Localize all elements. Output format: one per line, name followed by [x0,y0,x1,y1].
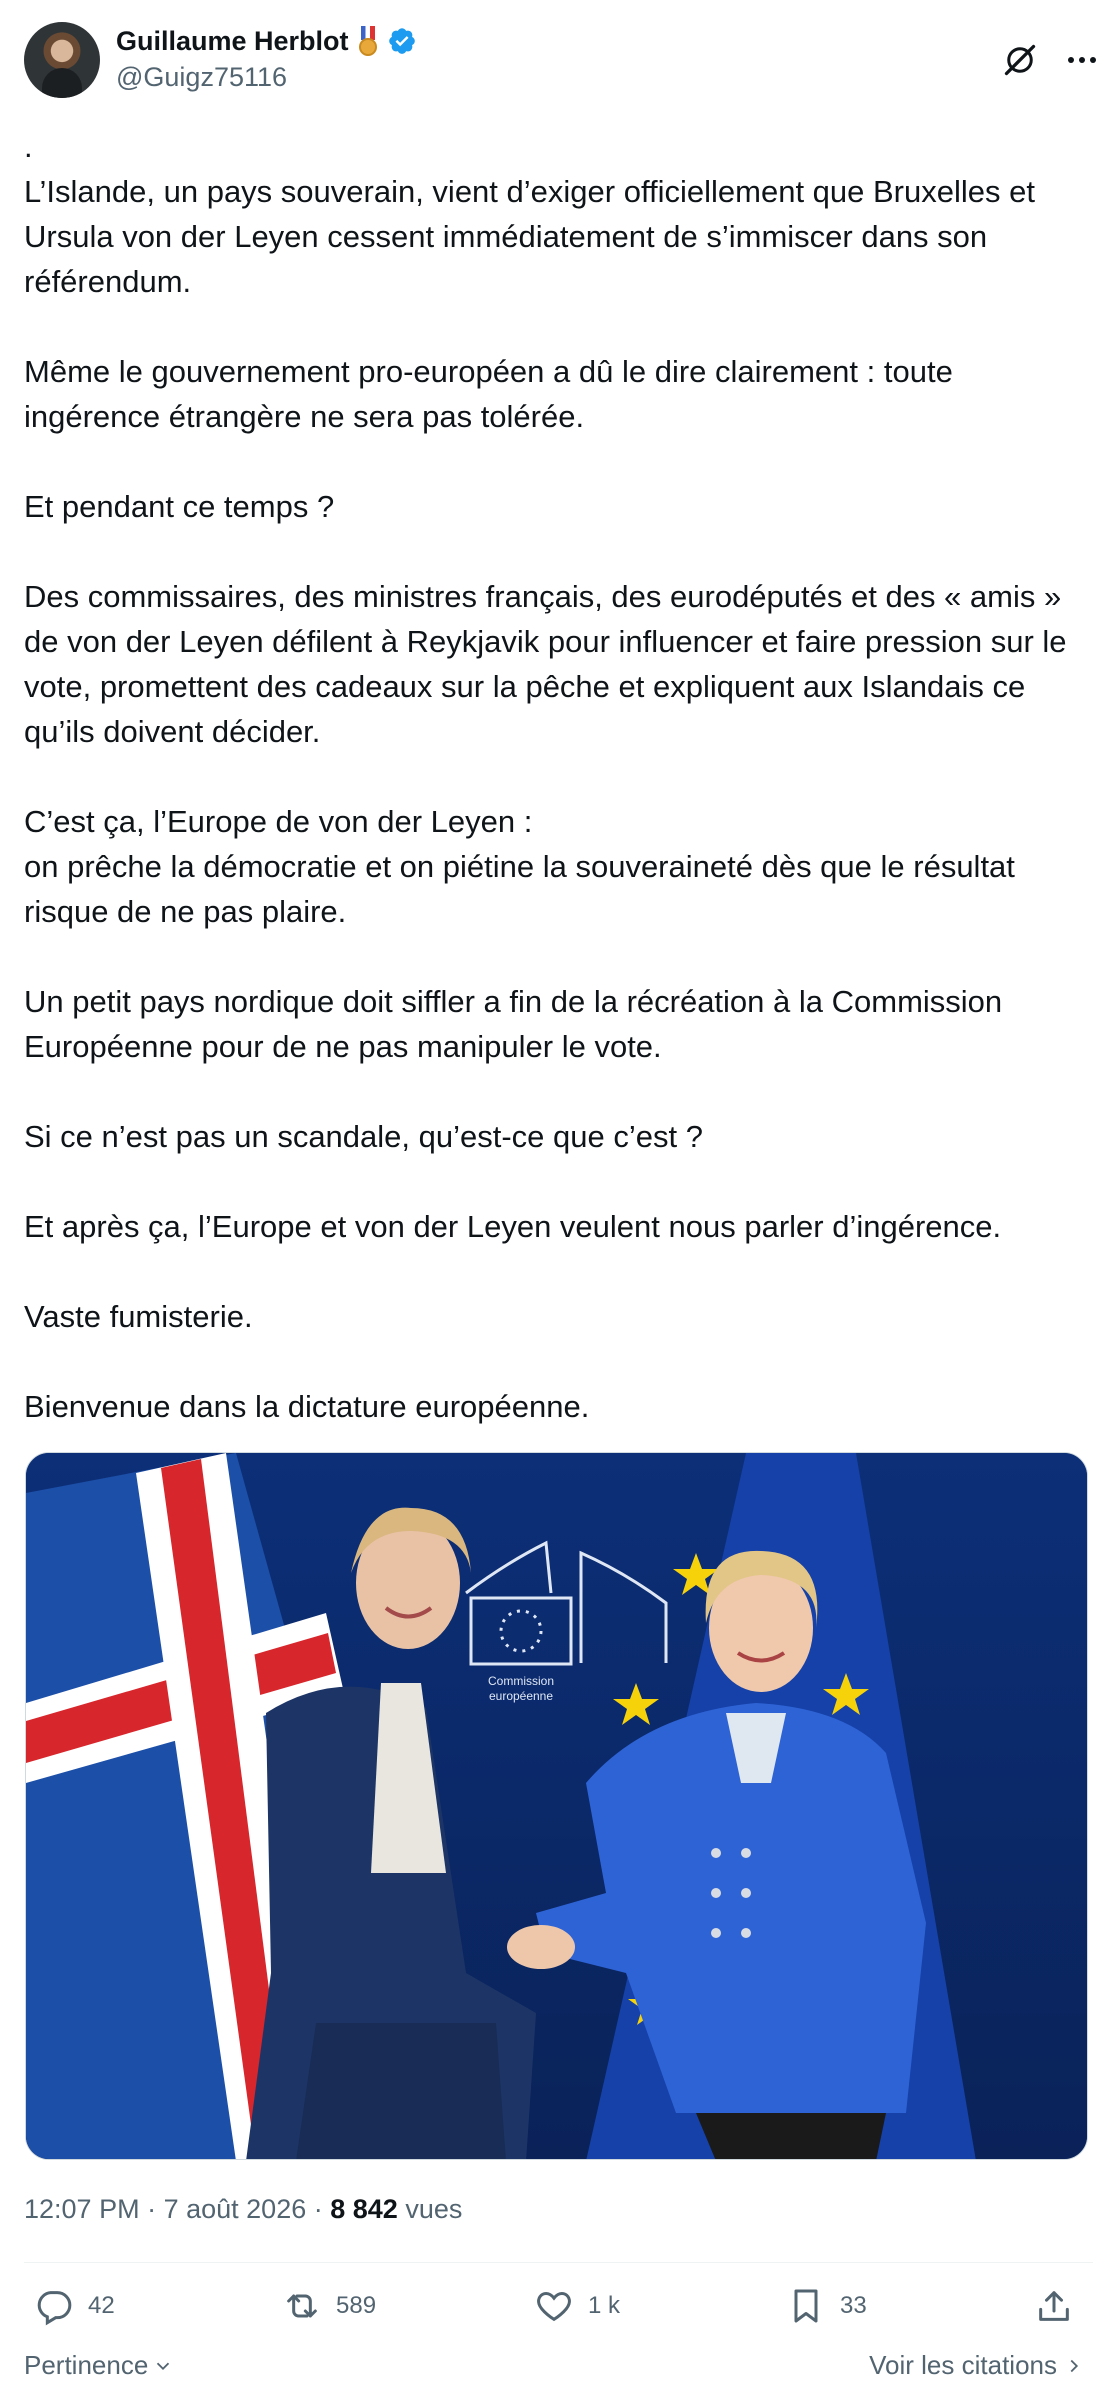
more-options-icon[interactable] [1068,46,1102,74]
author-handle[interactable]: @Guigz75116 [116,62,288,92]
commission-logo-line1: Commission [487,1674,555,1688]
tweet-paragraph: Vaste fumisterie. [24,1299,253,1334]
reply-count: 42 [88,2292,115,2319]
author-display-name[interactable]: Guillaume Herblot [116,25,349,56]
quotes-label: Voir les citations [869,2350,1057,2380]
author-name-row [116,24,417,58]
chevron-down-icon [152,2355,174,2377]
tweet-paragraph: . [24,129,33,164]
like-button[interactable] [534,2280,620,2332]
commission-logo-line2: européenne [488,1689,554,1703]
sort-dropdown[interactable] [24,2350,174,2381]
avatar[interactable] [24,22,100,98]
repost-icon [282,2286,322,2326]
tweet-paragraph: Et pendant ce temps ? [24,489,335,524]
share-icon [1034,2286,1074,2326]
bookmark-count: 33 [840,2292,867,2319]
repost-button[interactable] [282,2280,376,2332]
action-bar [24,2280,1093,2332]
tweet-paragraph: Si ce n’est pas un scandale, qu’est-ce que c’est ? [24,1119,703,1154]
tweet-paragraph: Même le gouvernement pro-européen a dû le dire clairement : toute ingérence étrangère ne sera pas tolérée. [24,354,962,434]
views-label: vues [405,2194,463,2224]
reply-icon [34,2286,74,2326]
chevron-right-icon [1063,2355,1085,2377]
photo-illustration [26,1453,1088,2160]
share-button[interactable] [1034,2280,1074,2332]
views-count: 8 842 [330,2194,398,2224]
bookmark-icon [786,2286,826,2326]
tweet-media-photo[interactable] [25,1452,1088,2160]
verified-badge-icon[interactable] [387,26,417,56]
tweet-paragraph: Bienvenue dans la dictature européenne. [24,1389,590,1424]
tweet-text [24,124,1094,1429]
tweet-date[interactable]: 7 août 2026 [163,2194,307,2224]
replies-toolbar [24,2344,1093,2388]
handshake [507,1925,575,1969]
tweet-paragraph: Des commissaires, des ministres français, des eurodéputés et des « amis » de von der Leyen défilent à Reykjavik pour influencer et faire pression sur le vote, promettent des cadeaux sur la pêche et expliquent aux Islandais ce qu’ils doivent décider. [24,579,1076,749]
reply-button[interactable] [34,2280,115,2332]
sort-label: Pertinence [24,2350,149,2380]
tweet-paragraph: C’est ça, l’Europe de von der Leyen : on prêche la démocratie et on piétine la souveraineté dès que le résultat risque de ne pas plaire. [24,804,1015,929]
tweet-paragraph: Un petit pays nordique doit siffler a fin de la récréation à la Commission Européenne pour de ne pas manipuler le vote. [24,984,1011,1064]
like-count: 1 k [588,2292,621,2319]
view-quotes-link[interactable] [869,2350,1085,2381]
tweet-paragraph: Et après ça, l’Europe et von der Leyen veulent nous parler d’ingérence. [24,1209,1002,1244]
medal-icon [357,26,379,56]
tweet-meta: 12:07 PM · 7 août 2026 · 8 842 vues [24,2194,463,2224]
divider [24,2262,1093,2263]
tweet-paragraph: L’Islande, un pays souverain, vient d’exiger officiellement que Bruxelles et Ursula von der Leyen cessent immédiatement de s’immiscer dans son référendum. [24,174,1044,299]
bookmark-button[interactable] [786,2280,867,2332]
grok-icon[interactable] [1002,42,1038,78]
heart-icon [534,2286,574,2326]
tweet-time[interactable]: 12:07 PM [24,2194,140,2224]
repost-count: 589 [336,2292,377,2319]
tweet-header [24,20,1093,100]
